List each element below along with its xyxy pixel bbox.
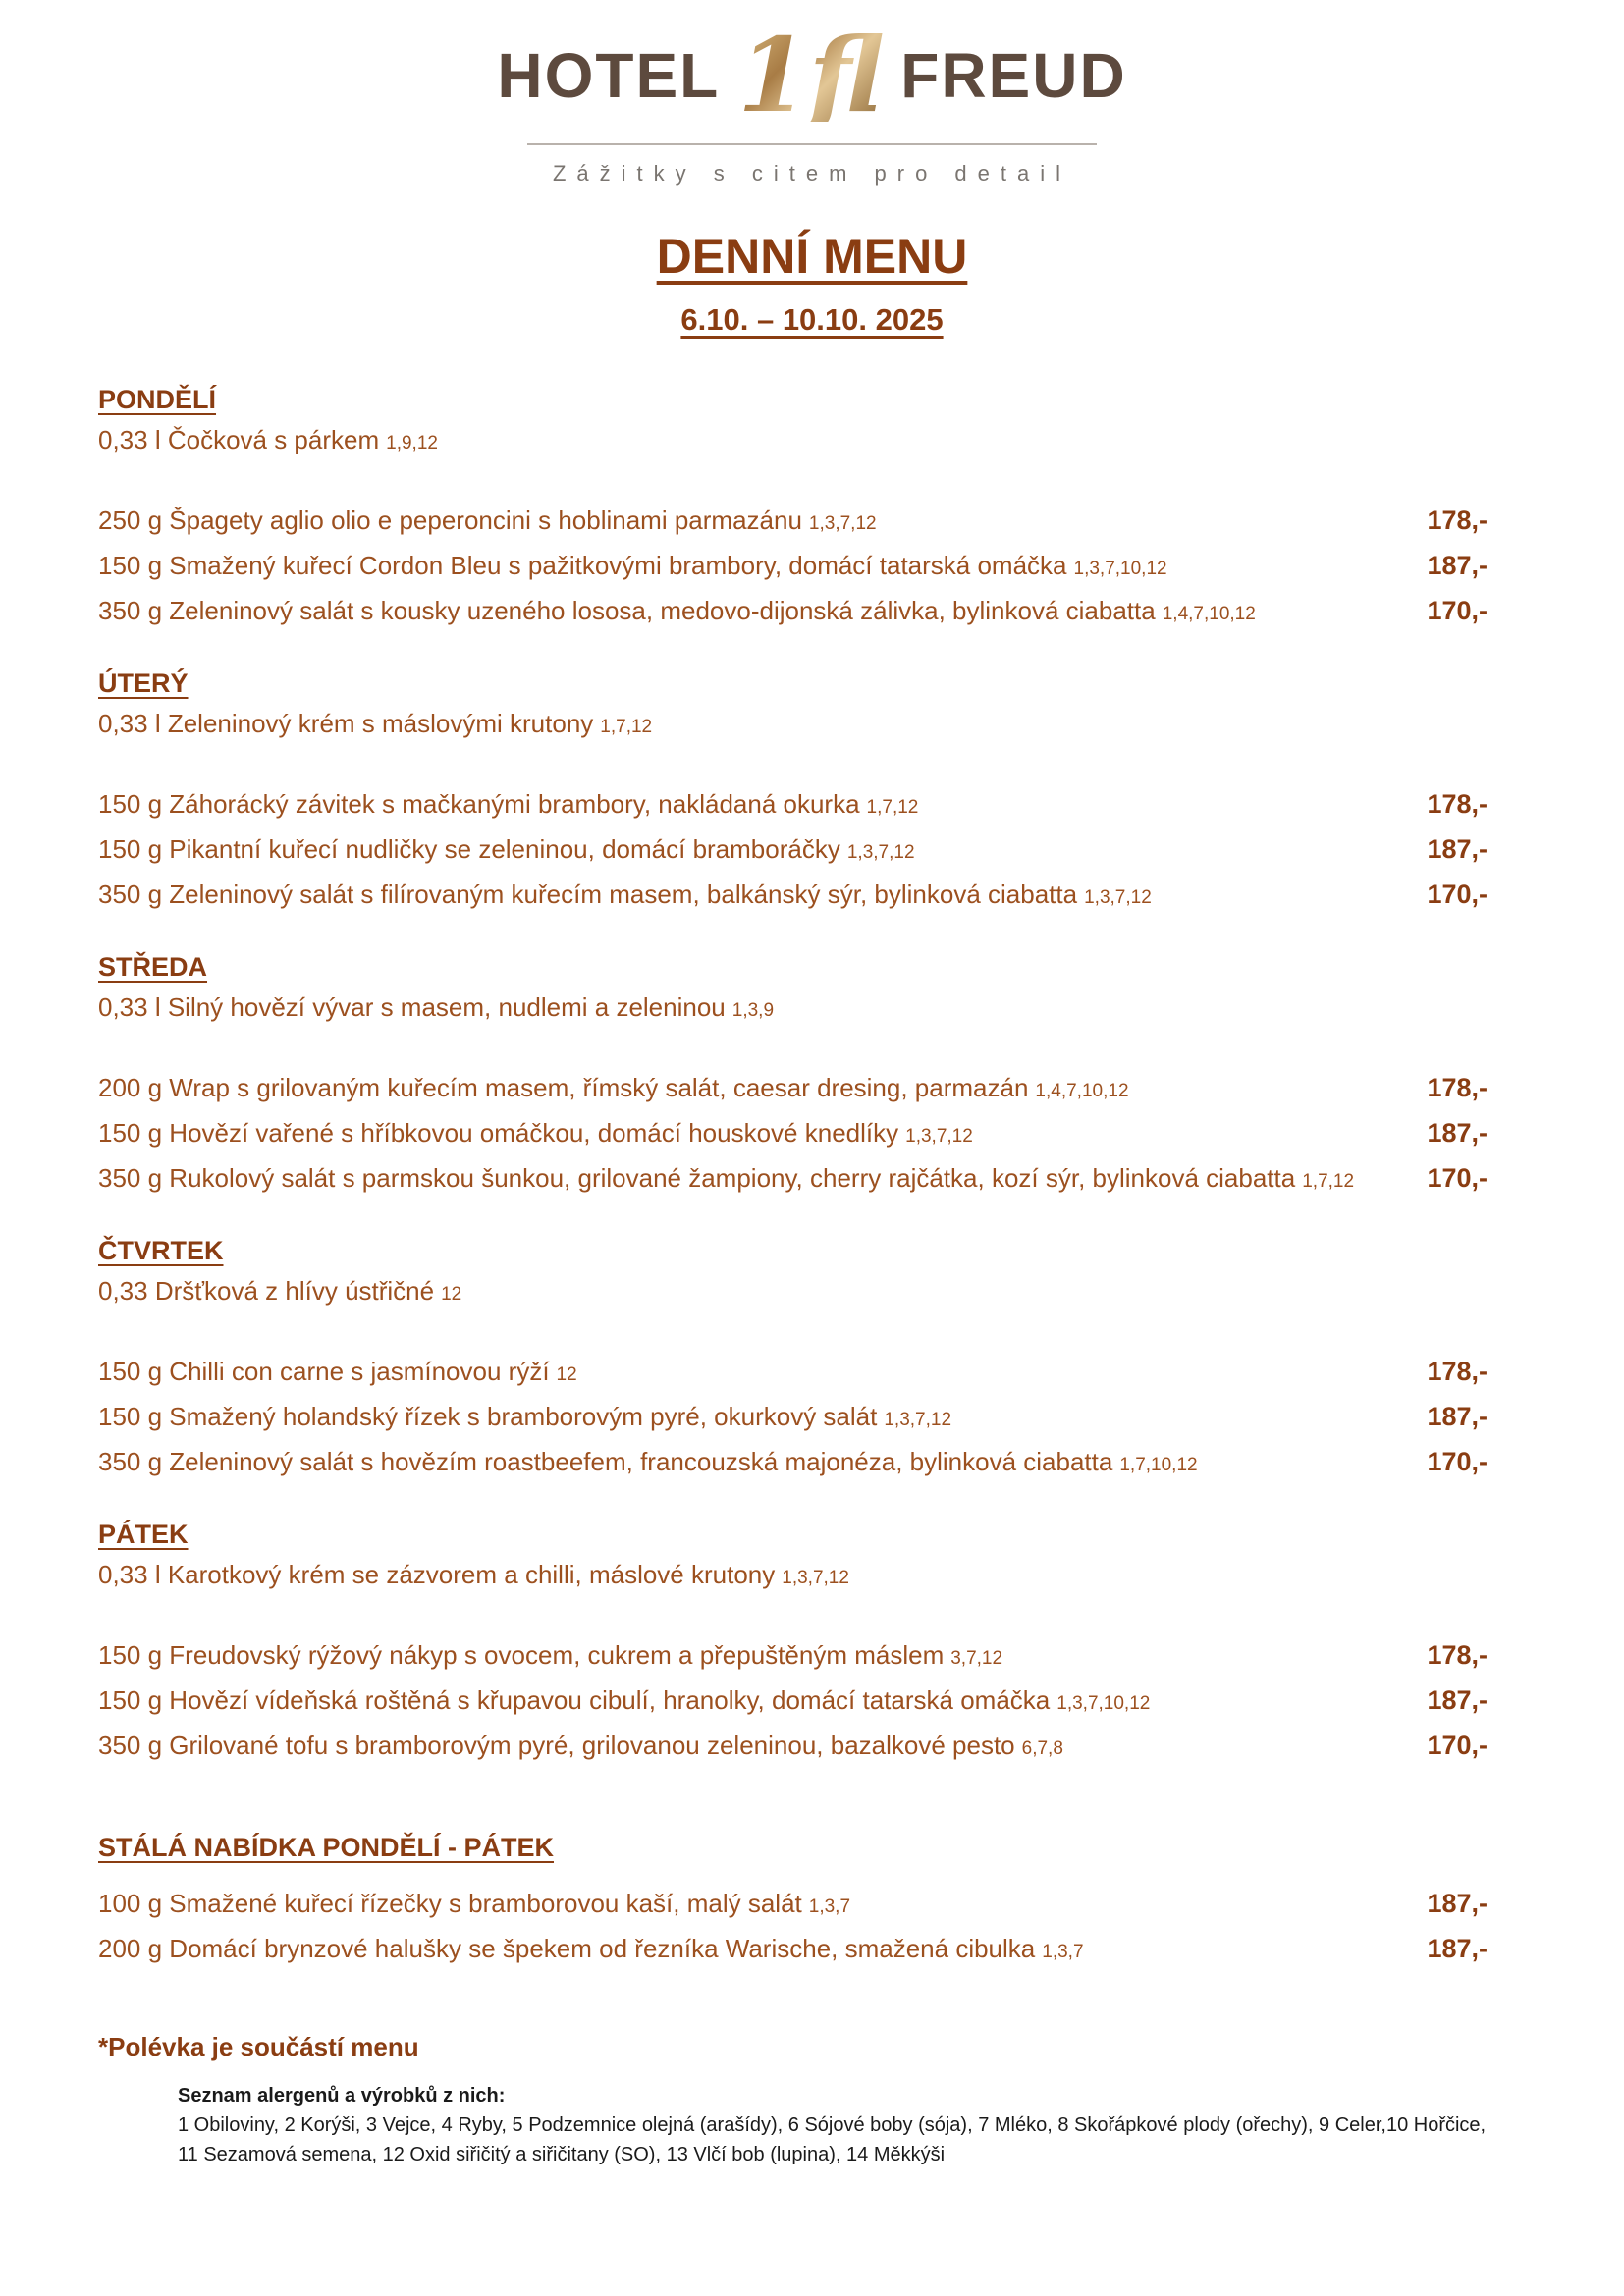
hotel-logo	[497, 0, 1127, 187]
allergen-numbers: 12	[441, 1283, 462, 1305]
dish-row	[98, 545, 1488, 590]
allergen-numbers: 1,3,7,10,12	[1056, 1692, 1151, 1714]
dish-text: 150 g Hovězí vařené s hříbkovou omáčkou, domácí houskové knedlíky	[98, 1117, 899, 1148]
dish-row	[98, 828, 1488, 874]
dish-text: 150 g Smažený holandský řízek s bramborovým pyré, okurkový salát	[98, 1401, 878, 1431]
day-section-monday	[98, 385, 1488, 635]
dish-description	[98, 590, 1256, 635]
allergen-numbers: 1,3,9	[731, 999, 775, 1021]
soup-line	[98, 1274, 1488, 1311]
dish-description	[98, 1112, 973, 1157]
dish-price: 170,-	[1427, 1730, 1488, 1760]
logo-row	[497, 15, 1127, 135]
dish-price: 170,-	[1427, 595, 1488, 625]
dish-description	[98, 783, 918, 828]
allergen-numbers: 1,7,12	[600, 716, 653, 737]
dish-text: 150 g Chilli con carne s jasmínovou rýží	[98, 1356, 550, 1386]
dish-text: 150 g Pikantní kuřecí nudličky se zeleninou, domácí bramboráčky	[98, 833, 840, 864]
page-title: DENNÍ MENU	[656, 228, 968, 284]
dish-row	[98, 1157, 1488, 1202]
dish-row	[98, 590, 1488, 635]
menu-content	[0, 338, 1624, 2062]
dish-description	[98, 1725, 1063, 1770]
dish-text: 350 g Grilované tofu s bramborovým pyré, grilovanou zeleninou, bazalkové pesto	[98, 1730, 1015, 1760]
dish-row	[98, 783, 1488, 828]
day-section-wednesday	[98, 952, 1488, 1202]
dish-description	[98, 500, 877, 545]
dish-price: 178,-	[1427, 1072, 1488, 1102]
allergen-numbers: 1,4,7,10,12	[1162, 603, 1256, 624]
dish-text: 250 g Špagety aglio olio e peperoncini s hoblinami parmazánu	[98, 505, 802, 535]
allergen-numbers: 1,7,12	[866, 796, 919, 818]
dish-price: 178,-	[1427, 505, 1488, 535]
logo-divider	[527, 143, 1097, 145]
dish-price: 187,-	[1427, 1684, 1488, 1715]
dish-text: 200 g Domácí brynzové halušky se špekem od řezníka Warische, smažená cibulka	[98, 1933, 1036, 1963]
dish-price: 170,-	[1427, 1162, 1488, 1193]
soup-text: 0,33 l Čočková s párkem	[98, 424, 380, 454]
soup-text: 0,33 l Karotkový krém se zázvorem a chilli, máslové krutony	[98, 1559, 776, 1589]
dish-row	[98, 1634, 1488, 1680]
dish-row	[98, 1396, 1488, 1441]
dish-text: 350 g Zeleninový salát s hovězím roastbeefem, francouzská majonéza, bylinková ciabatta	[98, 1446, 1113, 1476]
dish-row	[98, 1883, 1488, 1928]
soup-line	[98, 423, 1488, 460]
allergen-numbers: 6,7,8	[1021, 1737, 1063, 1759]
day-heading: PÁTEK	[98, 1519, 189, 1549]
dish-price: 187,-	[1427, 833, 1488, 864]
logo-tagline: Zážitky s citem pro detail	[552, 160, 1072, 186]
day-section-friday	[98, 1520, 1488, 1770]
dish-text: 150 g Freudovský rýžový nákyp s ovocem, cukrem a přepuštěným máslem	[98, 1639, 945, 1670]
allergen-numbers: 1,7,10,12	[1119, 1454, 1198, 1475]
soup-text: 0,33 l Silný hovězí vývar s masem, nudlemi a zeleninou	[98, 991, 726, 1022]
soup-text: 0,33 Dršťková z hlívy ústřičné	[98, 1275, 435, 1306]
day-heading: PONDĚLÍ	[98, 384, 217, 414]
dish-row	[98, 1725, 1488, 1770]
dish-description	[98, 1396, 951, 1441]
hotel-freud-monogram-icon: 1fl	[733, 29, 887, 122]
allergen-numbers: 1,3,7,12	[884, 1409, 952, 1430]
dish-description	[98, 874, 1152, 919]
dish-description	[98, 1441, 1198, 1486]
dish-row	[98, 1928, 1488, 1973]
allergen-numbers: 1,9,12	[386, 432, 438, 454]
dish-price: 170,-	[1427, 1446, 1488, 1476]
dish-description	[98, 545, 1167, 590]
allergen-list-line-1: 1 Obiloviny, 2 Korýši, 3 Vejce, 4 Ryby, 5 Podzemnice olejná (arašídy), 6 Sójové boby (sója), 7 Mléko, 8 Skořápkové plody (ořechy), 9 Celer,10 Hořčice,	[178, 2114, 1487, 2136]
dish-row	[98, 1680, 1488, 1725]
day-section-tuesday	[98, 668, 1488, 919]
dish-description	[98, 1634, 1002, 1680]
dish-price: 178,-	[1427, 1639, 1488, 1670]
dish-price: 187,-	[1427, 550, 1488, 580]
allergen-numbers: 1,3,7,12	[808, 512, 877, 534]
soup-line	[98, 1558, 1488, 1595]
dish-row	[98, 1067, 1488, 1112]
dish-price: 187,-	[1427, 1888, 1488, 1918]
soup-included-note: *Polévka je součástí menu	[98, 2031, 419, 2061]
standing-offer-section	[98, 1833, 1488, 1973]
dish-text: 150 g Hovězí vídeňská roštěná s křupavou cibulí, hranolky, domácí tatarská omáčka	[98, 1684, 1051, 1715]
dish-text: 350 g Zeleninový salát s kousky uzeného lososa, medovo-dijonská zálivka, bylinková ciabatta	[98, 595, 1156, 625]
allergen-list	[178, 2081, 1565, 2169]
dish-row	[98, 1441, 1488, 1486]
dish-description	[98, 1928, 1084, 1973]
dish-price: 187,-	[1427, 1401, 1488, 1431]
dish-text: 350 g Zeleninový salát s filírovaným kuřecím masem, balkánský sýr, bylinková ciabatta	[98, 879, 1078, 909]
dish-row	[98, 1351, 1488, 1396]
dish-text: 150 g Záhorácký závitek s mačkanými brambory, nakládaná okurka	[98, 788, 860, 819]
standing-offer-heading: STÁLÁ NABÍDKA PONDĚLÍ - PÁTEK	[98, 1832, 554, 1862]
date-range: 6.10. – 10.10. 2025	[680, 301, 944, 337]
dish-text: 100 g Smažené kuřecí řízečky s bramborovou kaší, malý salát	[98, 1888, 802, 1918]
dish-row	[98, 1112, 1488, 1157]
day-heading: STŘEDA	[98, 951, 208, 982]
dish-description	[98, 1883, 850, 1928]
day-section-thursday	[98, 1236, 1488, 1486]
dish-price: 187,-	[1427, 1117, 1488, 1148]
dish-description	[98, 1680, 1150, 1725]
logo-word-hotel: HOTEL	[497, 39, 721, 111]
allergen-numbers: 1,3,7	[808, 1896, 851, 1917]
allergen-numbers: 1,3,7,12	[905, 1125, 973, 1147]
dish-description	[98, 1067, 1129, 1112]
allergen-numbers: 12	[556, 1363, 577, 1385]
allergen-numbers: 1,3,7,12	[846, 841, 915, 863]
dish-text: 200 g Wrap s grilovaným kuřecím masem, římský salát, caesar dresing, parmazán	[98, 1072, 1029, 1102]
dish-row	[98, 500, 1488, 545]
day-heading: ČTVRTEK	[98, 1235, 224, 1265]
dish-price: 178,-	[1427, 788, 1488, 819]
allergen-list-line-2: 11 Sezamová semena, 12 Oxid siřičitý a siřičitany (SO), 13 Vlčí bob (lupina), 14 Měkkýši	[178, 2144, 946, 2165]
dish-price: 187,-	[1427, 1933, 1488, 1963]
soup-line	[98, 707, 1488, 744]
allergen-numbers: 1,4,7,10,12	[1035, 1080, 1129, 1101]
dish-text: 150 g Smažený kuřecí Cordon Bleu s pažitkovými brambory, domácí tatarská omáčka	[98, 550, 1067, 580]
allergen-numbers: 1,3,7,12	[782, 1567, 849, 1588]
dish-description	[98, 1157, 1354, 1202]
allergen-list-heading: Seznam alergenů a výrobků z nich:	[178, 2085, 506, 2107]
day-heading: ÚTERÝ	[98, 667, 189, 698]
logo-word-freud: FREUD	[900, 39, 1127, 111]
allergen-numbers: 1,3,7	[1042, 1941, 1084, 1962]
dish-price: 170,-	[1427, 879, 1488, 909]
soup-line	[98, 990, 1488, 1028]
dish-description	[98, 1351, 577, 1396]
soup-text: 0,33 l Zeleninový krém s máslovými krutony	[98, 708, 594, 738]
dish-price: 178,-	[1427, 1356, 1488, 1386]
dish-description	[98, 828, 915, 874]
allergen-numbers: 1,7,12	[1302, 1170, 1355, 1192]
allergen-numbers: 1,3,7,10,12	[1073, 558, 1167, 579]
allergen-numbers: 1,3,7,12	[1084, 886, 1152, 908]
dish-text: 350 g Rukolový salát s parmskou šunkou, grilované žampiony, cherry rajčátka, kozí sýr, bylinková ciabatta	[98, 1162, 1296, 1193]
allergen-numbers: 3,7,12	[950, 1647, 1003, 1669]
dish-row	[98, 874, 1488, 919]
